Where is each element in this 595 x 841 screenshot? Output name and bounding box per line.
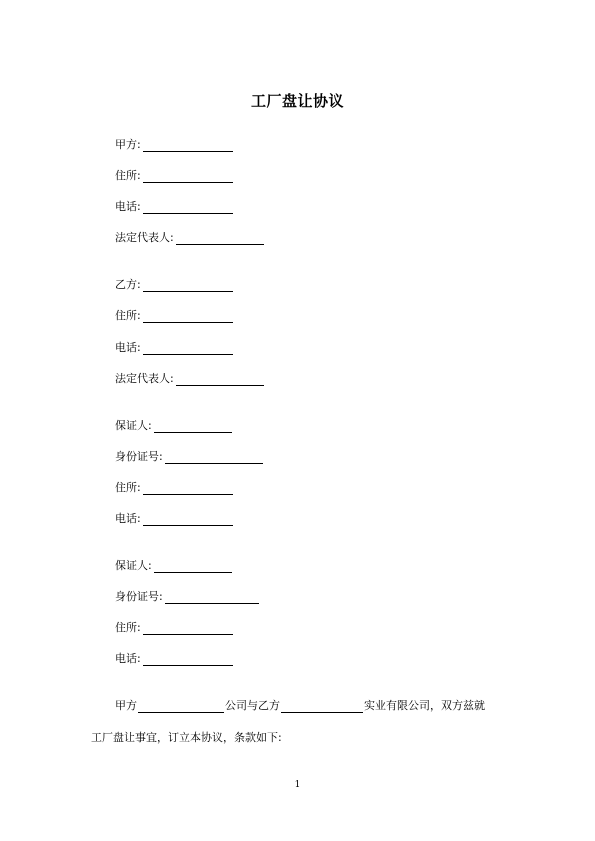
party-b-legal-rep-field xyxy=(115,372,264,386)
intro-line-1 xyxy=(115,699,485,713)
guarantor-1-id-field xyxy=(115,450,263,464)
party-b-name-label: 乙方: xyxy=(115,278,141,291)
guarantor-1-phone-field xyxy=(115,512,233,526)
guarantor-2-id-field xyxy=(115,590,259,604)
guarantor-1-phone-label: 电话: xyxy=(115,512,141,525)
guarantor-1-address-field xyxy=(115,481,233,495)
guarantor-2-name-blank[interactable] xyxy=(154,560,232,573)
document-title: 工厂盘让协议 xyxy=(250,92,344,110)
guarantor-1-name-label: 保证人: xyxy=(115,419,152,432)
page-number: 1 xyxy=(294,780,301,790)
guarantor-2-address-blank[interactable] xyxy=(143,622,233,635)
party-a-phone-label: 电话: xyxy=(115,200,141,213)
guarantor-2-address-field xyxy=(115,621,233,635)
party-b-legal-rep-label: 法定代表人: xyxy=(115,372,174,385)
party-a-address-label: 住所: xyxy=(115,169,141,182)
guarantor-1-name-field xyxy=(115,419,232,433)
party-a-name-field xyxy=(115,138,233,152)
party-a-phone-blank[interactable] xyxy=(143,201,233,214)
intro-party-a-company-blank[interactable] xyxy=(138,700,224,713)
party-a-name-label: 甲方: xyxy=(115,138,141,151)
party-a-legal-rep-label: 法定代表人: xyxy=(115,231,174,244)
party-b-name-blank[interactable] xyxy=(143,279,233,292)
guarantor-2-phone-label: 电话: xyxy=(115,652,141,665)
guarantor-2-name-label: 保证人: xyxy=(115,559,152,572)
party-b-address-field xyxy=(115,309,233,323)
guarantor-1-name-blank[interactable] xyxy=(154,420,232,433)
intro-party-b-company-blank[interactable] xyxy=(281,700,363,713)
guarantor-2-address-label: 住所: xyxy=(115,621,141,634)
intro-closing-text: 实业有限公司，双方兹就 xyxy=(364,699,485,712)
intro-party-a-text: 甲方 xyxy=(115,699,137,712)
guarantor-2-id-blank[interactable] xyxy=(165,591,259,604)
party-b-phone-label: 电话: xyxy=(115,341,141,354)
party-b-legal-rep-blank[interactable] xyxy=(176,373,264,386)
party-b-address-label: 住所: xyxy=(115,309,141,322)
guarantor-2-id-label: 身份证号: xyxy=(115,590,163,603)
guarantor-1-id-label: 身份证号: xyxy=(115,450,163,463)
party-a-address-field xyxy=(115,169,233,183)
party-b-address-blank[interactable] xyxy=(143,310,233,323)
party-a-address-blank[interactable] xyxy=(143,170,233,183)
guarantor-2-name-field xyxy=(115,559,232,573)
guarantor-2-phone-blank[interactable] xyxy=(143,653,233,666)
party-b-phone-field xyxy=(115,341,233,355)
party-a-name-blank[interactable] xyxy=(143,139,233,152)
guarantor-1-address-label: 住所: xyxy=(115,481,141,494)
party-a-phone-field xyxy=(115,200,233,214)
party-a-legal-rep-blank[interactable] xyxy=(176,232,264,245)
party-b-name-field xyxy=(115,278,233,292)
party-b-phone-blank[interactable] xyxy=(143,342,233,355)
party-a-legal-rep-field xyxy=(115,231,264,245)
guarantor-1-address-blank[interactable] xyxy=(143,482,233,495)
guarantor-2-phone-field xyxy=(115,652,233,666)
guarantor-1-phone-blank[interactable] xyxy=(143,513,233,526)
intro-party-b-text: 公司与乙方 xyxy=(225,699,280,712)
intro-line-2: 工厂盘让事宜，订立本协议，条款如下: xyxy=(91,731,282,744)
guarantor-1-id-blank[interactable] xyxy=(165,451,263,464)
